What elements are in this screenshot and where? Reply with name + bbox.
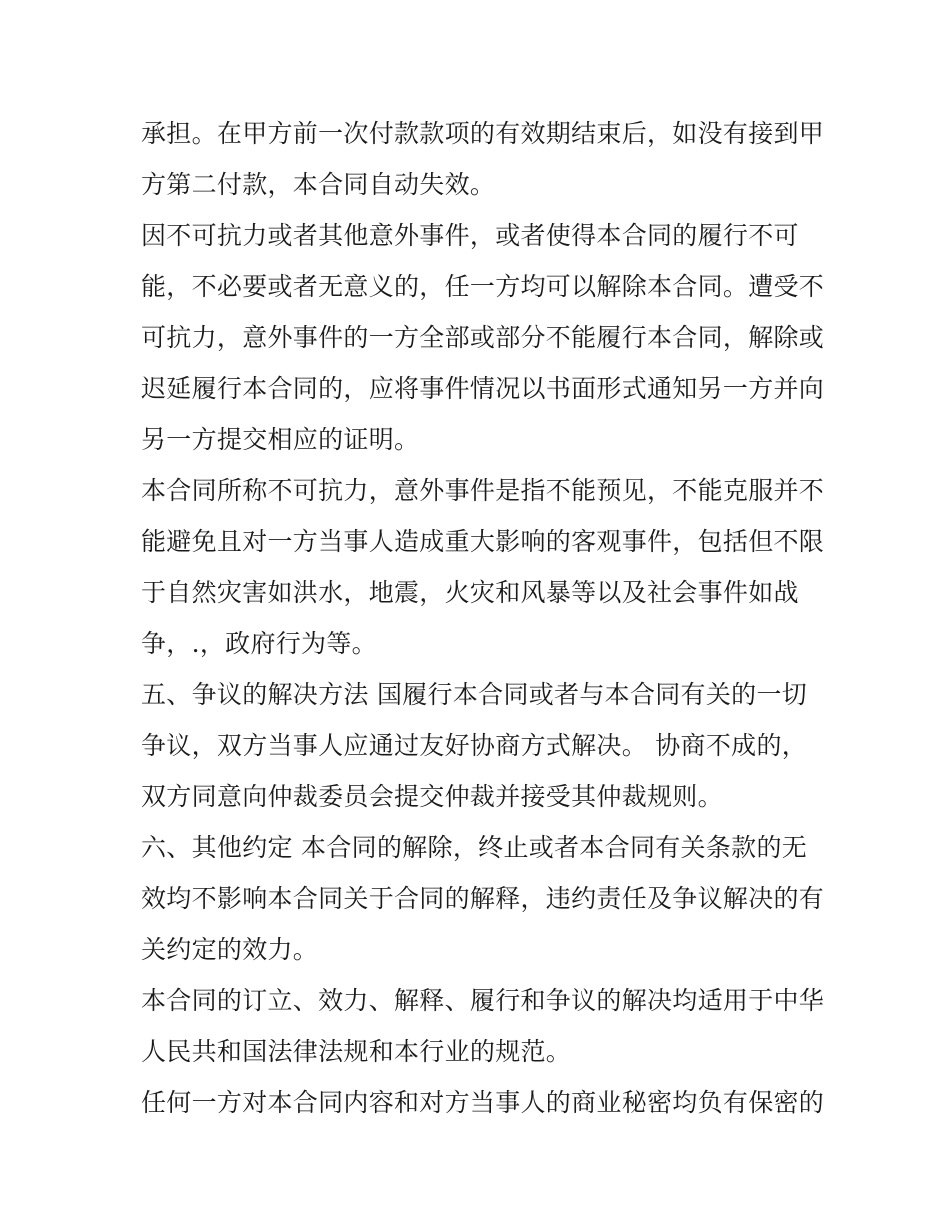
text-line: 另一方提交相应的证明。 [141,425,420,454]
text-line: 方第二付款，本合同自动失效。 [141,170,496,199]
text-line: 争议，双方当事人应通过友好协商方式解决。 协商不成的， [141,731,808,760]
text-line: 人民共和国法律法规和本行业的规范。 [141,1037,572,1066]
text-line: 能，不必要或者无意义的，任一方均可以解除本合同。遭受不 [141,272,825,301]
text-line: 因不可抗力或者其他意外事件，或者使得本合同的履行不可 [141,221,799,250]
text-line: 任何一方对本合同内容和对方当事人的商业秘密均负有保密的 [141,1088,825,1117]
text-line: 本合同所称不可抗力，意外事件是指不能预见，不能克服并不 [141,476,825,505]
text-line: 五、争议的解决方法 国履行本合同或者与本合同有关的一切 [141,680,808,709]
document-body [141,108,825,1128]
text-line: 本合同的订立、效力、解释、履行和争议的解决均适用于中华 [141,986,825,1015]
text-line: 效均不影响本合同关于合同的解释，违约责任及争议解决的有 [141,884,825,913]
text-line: 争，.，政府行为等。 [141,629,377,658]
text-line: 六、其他约定 本合同的解除，终止或者本合同有关条款的无 [141,833,808,862]
text-line: 关约定的效力。 [141,935,319,964]
text-line: 于自然灾害如洪水，地震，火灾和风暴等以及社会事件如战 [141,578,799,607]
text-line: 能避免且对一方当事人造成重大影响的客观事件，包括但不限 [141,527,825,556]
text-line: 可抗力，意外事件的一方全部或部分不能履行本合同，解除或 [141,323,825,352]
text-line: 迟延履行本合同的，应将事件情况以书面形式通知另一方并向 [141,374,825,403]
text-line: 双方同意向仲裁委员会提交仲裁并接受其仲裁规则。 [141,782,723,811]
text-line: 承担。在甲方前一次付款款项的有效期结束后，如没有接到甲 [141,119,825,148]
